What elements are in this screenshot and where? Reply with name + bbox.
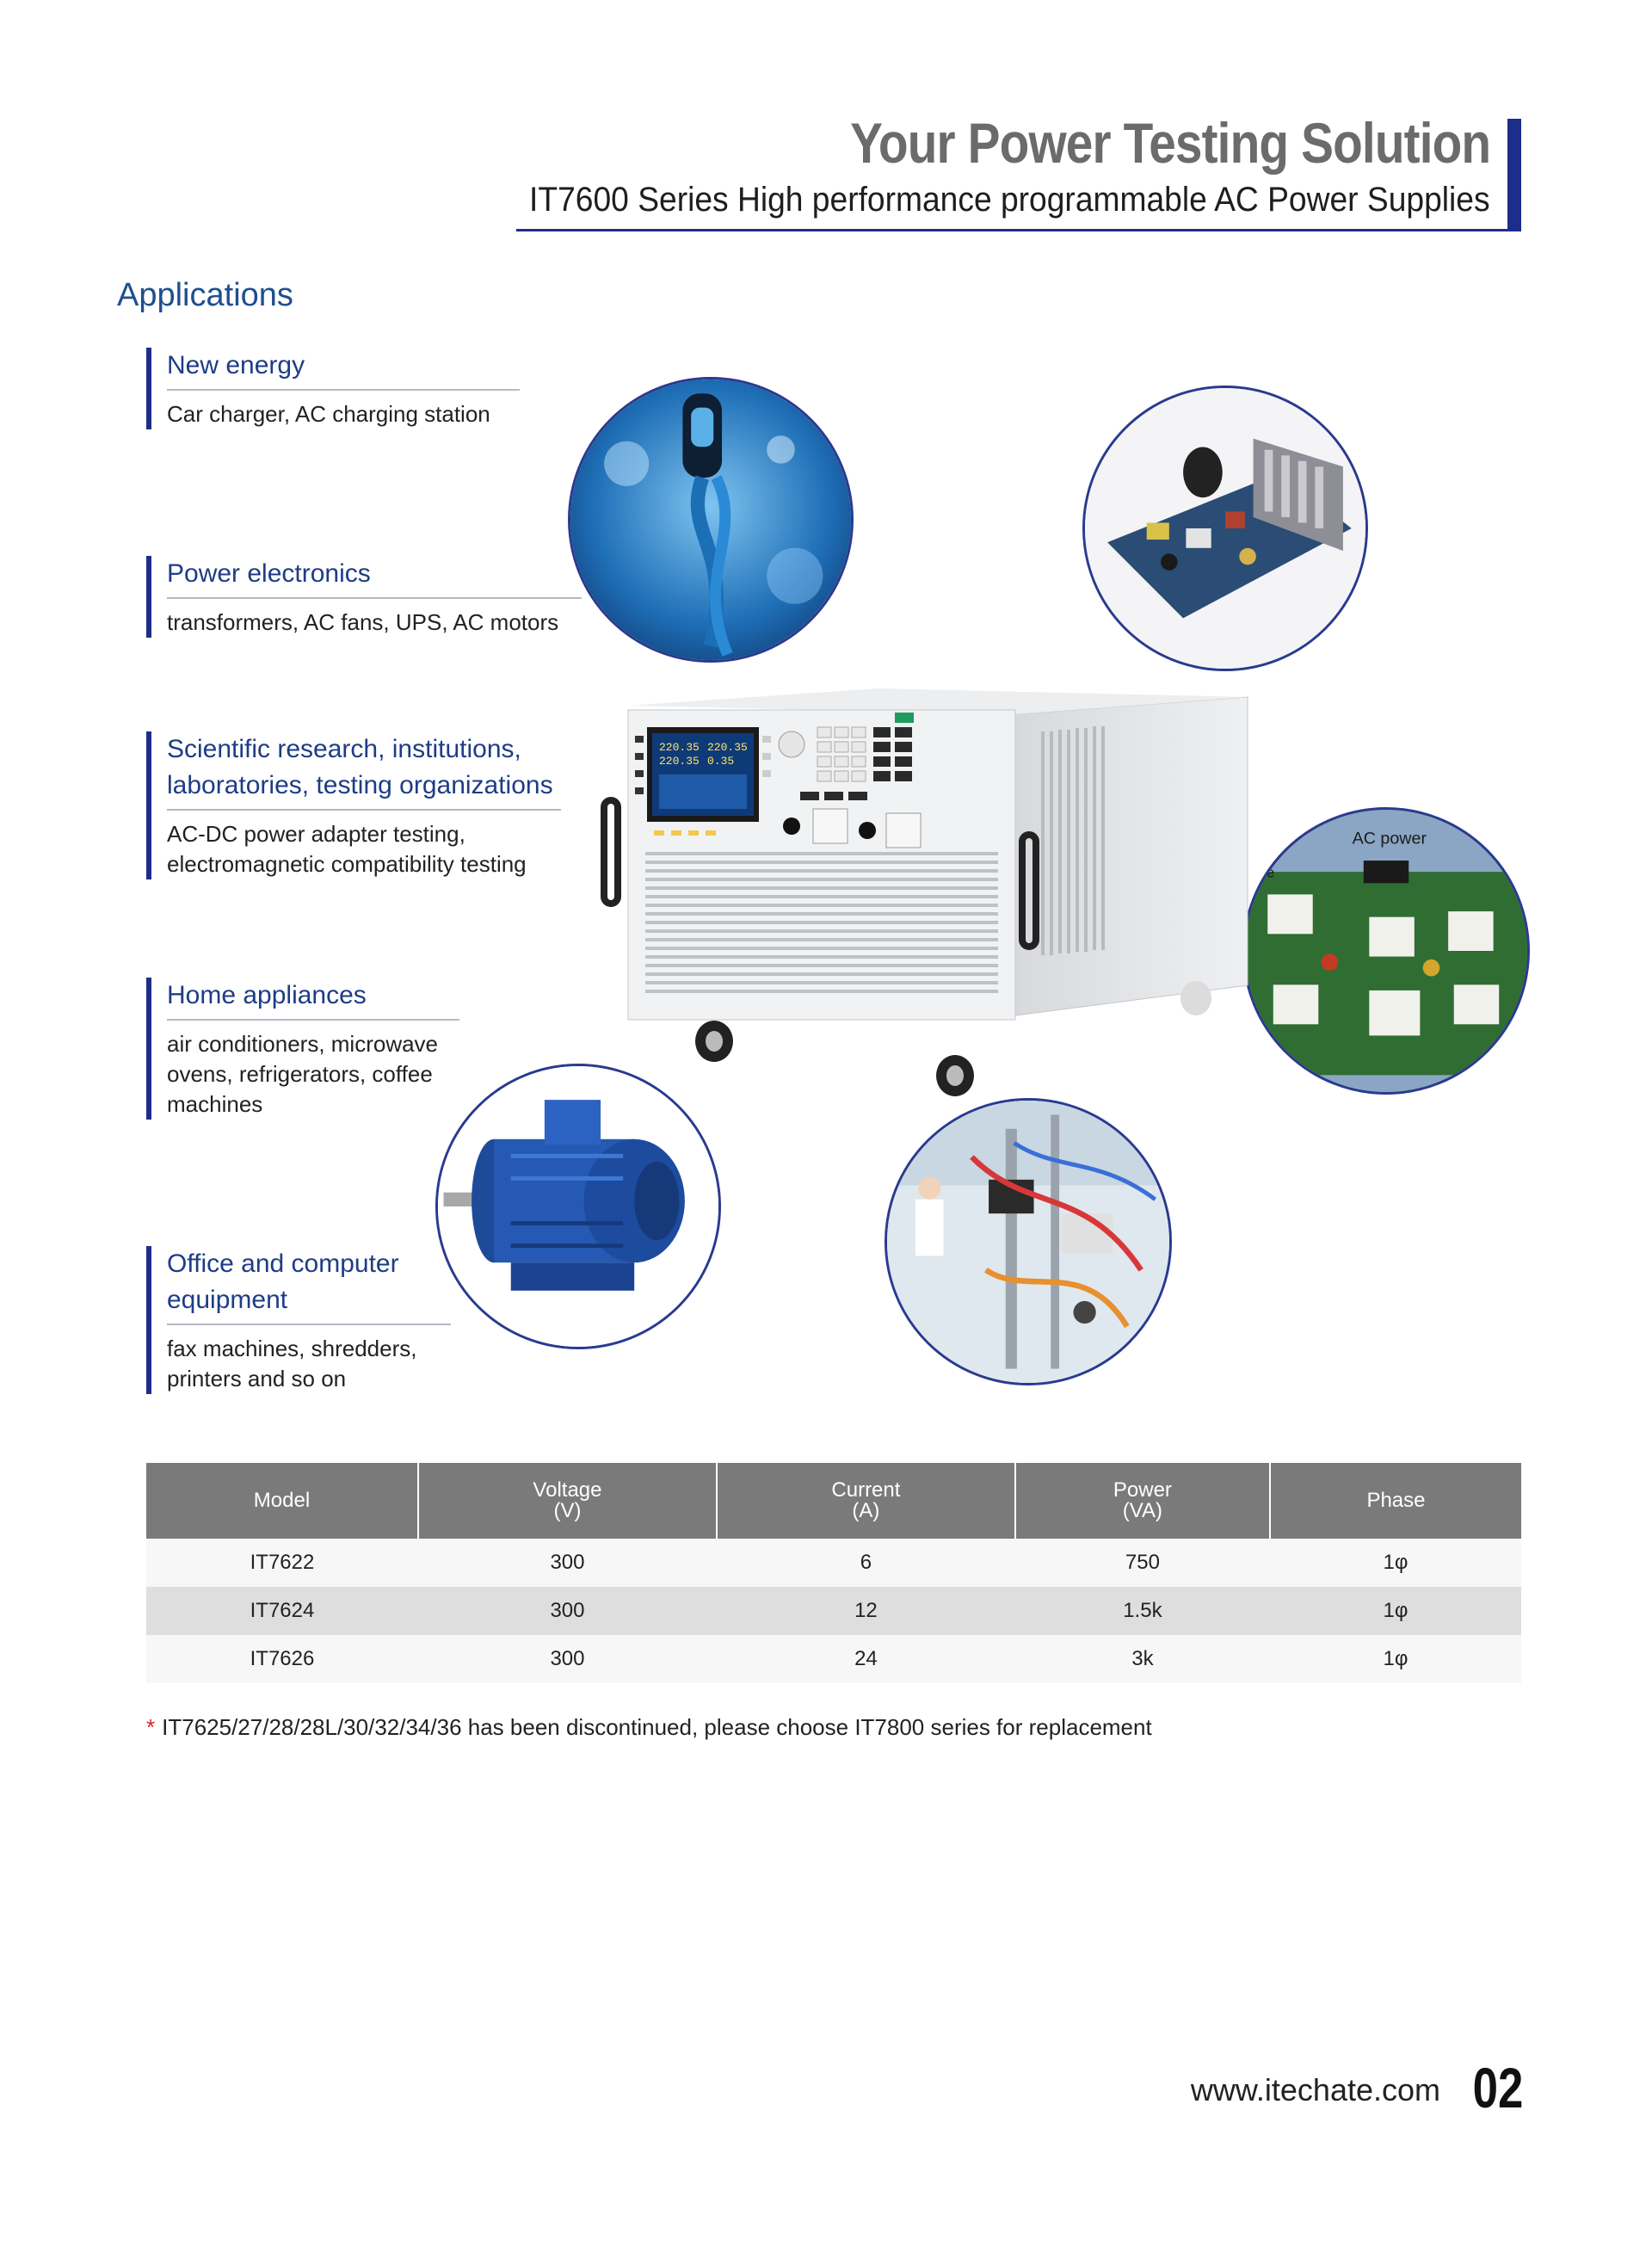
app-scientific-research (146, 731, 561, 879)
discontinued-note (146, 1714, 1152, 1741)
note-asterisk: * (146, 1714, 156, 1740)
app-divider (167, 597, 582, 599)
cell-phase: 1φ (1270, 1539, 1521, 1587)
app-title: New energy (167, 351, 305, 379)
display-reading-4: 0.35 (707, 755, 735, 768)
power-board-image (1082, 386, 1368, 671)
pcb-label: AC power (1352, 829, 1427, 848)
header-rule (516, 229, 1521, 231)
table-row (146, 1539, 1521, 1587)
cell-voltage: 300 (418, 1635, 717, 1683)
display-reading-1: 220.35 (659, 741, 700, 754)
app-office-equipment (146, 1246, 451, 1394)
cell-model: IT7624 (146, 1587, 418, 1635)
electric-motor-image (435, 1064, 721, 1349)
app-desc: fax machines, shredders, printers and so on (167, 1336, 417, 1391)
app-desc: Car charger, AC charging station (167, 401, 490, 427)
note-text: IT7625/27/28/28L/30/32/34/36 has been discontinued, please choose IT7800 series for replacement (162, 1714, 1152, 1740)
th-current: Current (A) (717, 1463, 1015, 1539)
page-title: Your Power Testing Solution (849, 111, 1490, 175)
app-divider (167, 1324, 451, 1325)
app-desc: AC-DC power adapter testing, electromagnetic compatibility testing (167, 821, 527, 877)
app-title: Scientific research, institutions, laboratories, testing organizations (167, 735, 553, 799)
section-title-applications: Applications (117, 277, 293, 313)
page-number: 02 (1472, 2056, 1523, 2120)
ac-power-board-image (1242, 807, 1530, 1095)
cell-power: 3k (1015, 1635, 1270, 1683)
cell-phase: 1φ (1270, 1635, 1521, 1683)
app-title: Office and computer equipment (167, 1249, 399, 1314)
cell-current: 24 (717, 1635, 1015, 1683)
cell-phase: 1φ (1270, 1587, 1521, 1635)
laboratory-image (885, 1098, 1172, 1385)
cell-model: IT7622 (146, 1539, 418, 1587)
app-divider (167, 389, 520, 391)
ac-power-supply-image (594, 688, 1265, 1101)
app-title: Power electronics (167, 559, 371, 588)
page-subtitle: IT7600 Series High performance programmable AC Power Supplies (529, 181, 1490, 219)
cell-power: 750 (1015, 1539, 1270, 1587)
app-desc: transformers, AC fans, UPS, AC motors (167, 609, 559, 635)
app-divider (167, 1019, 459, 1021)
display-reading-2: 220.35 (707, 741, 748, 754)
app-title: Home appliances (167, 981, 367, 1009)
app-power-electronics (146, 556, 582, 638)
table-header-row (146, 1463, 1521, 1539)
cell-voltage: 300 (418, 1587, 717, 1635)
spec-table (146, 1463, 1521, 1683)
app-new-energy (146, 348, 520, 429)
table-row (146, 1587, 1521, 1635)
app-home-appliances (146, 978, 459, 1120)
header-accent-bar (1507, 119, 1521, 231)
th-model: Model (146, 1463, 418, 1539)
app-divider (167, 809, 561, 811)
app-desc: air conditioners, microwave ovens, refrigerators, coffee machines (167, 1031, 439, 1117)
cell-voltage: 300 (418, 1539, 717, 1587)
cell-current: 6 (717, 1539, 1015, 1587)
th-phase: Phase (1270, 1463, 1521, 1539)
ev-charger-image (568, 377, 854, 663)
th-voltage: Voltage (V) (418, 1463, 717, 1539)
cell-power: 1.5k (1015, 1587, 1270, 1635)
th-power: Power (VA) (1015, 1463, 1270, 1539)
table-row (146, 1635, 1521, 1683)
pcb-label-2: able (1248, 865, 1275, 881)
cell-model: IT7626 (146, 1635, 418, 1683)
footer-website-link[interactable]: www.itechate.com (1190, 2072, 1440, 2107)
display-reading-3: 220.35 (659, 755, 700, 768)
cell-current: 12 (717, 1587, 1015, 1635)
